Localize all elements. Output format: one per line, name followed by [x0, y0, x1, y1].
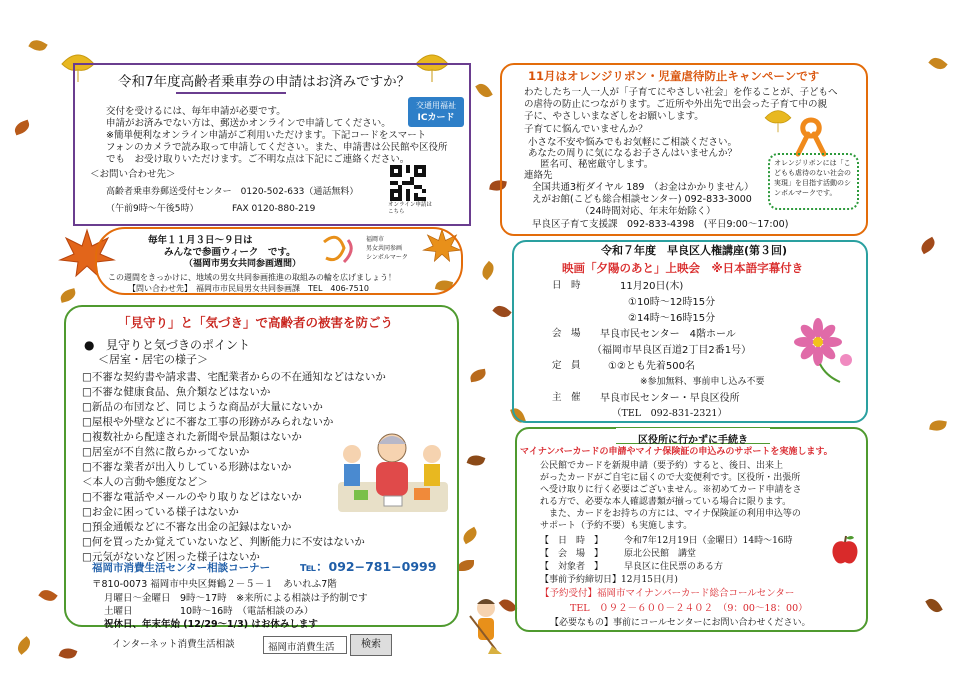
gender-symbol-logo	[318, 234, 358, 266]
check-item: □複数社から配達された新聞や景品類はないか	[82, 431, 302, 443]
cosmos-flower-icon	[790, 314, 860, 384]
consumer-center-tel[interactable]: ℡：092−781−0999	[300, 559, 437, 574]
mynumber-date-label: 【 日 時 】	[540, 536, 604, 546]
human-host-label: 主 催	[552, 392, 581, 403]
bus-hours: （午前9時～午後5時）	[106, 204, 199, 214]
human-capacity: ①②とも先着500名	[608, 361, 696, 372]
gender-line-4: この週間をきっかけに、地域の男女共同参画推進の取組みの輪を広げましょう！	[108, 273, 396, 282]
apple-icon	[830, 534, 860, 566]
ribbon-note-text: オレンジリボンには「こどもも虐待のない社会の実現」を目指す活動のシンボルマークです。	[774, 159, 851, 197]
ribbon-title: 11月はオレンジリボン・児童虐待防止キャンペーンです	[528, 69, 820, 83]
check-item: □居室が不自然に散らかってないか	[82, 446, 250, 458]
bus-text-5: でも お受け取りいただけます。ご不明な点は下記にご連絡ください。	[106, 154, 410, 165]
leaf-icon	[929, 419, 947, 433]
ribbon-ekao-hours: （24時間対応、年末年始除く）	[580, 206, 716, 217]
leaf-icon	[467, 453, 486, 469]
ribbon-answer-3: 匿名可、秘密厳守します。	[540, 159, 654, 170]
human-date: 11月20日(木)	[620, 281, 684, 292]
leaf-icon	[59, 288, 77, 303]
gender-logo-line-2: 男女共同参画	[366, 245, 403, 252]
bus-text-2: 申請がお済みでない方は、郵送かオンラインで申請してください。	[106, 118, 391, 129]
ribbon-note	[768, 153, 859, 210]
elder-behavior-heading: ＜本人の言動や態度など＞	[82, 476, 208, 488]
mynumber-text-5: また、カードをお持ちの方には、マイナ保険証の利用申込等の	[540, 509, 801, 519]
ribbon-question: 子育てに悩んでいませんか？	[524, 124, 648, 135]
gender-line-5: 【問い合わせ先】 福岡市市民局男女共同参画課 TEL 406-7510	[128, 284, 369, 293]
leaf-icon	[458, 560, 474, 571]
elder-title: 「見守り」と「気づき」で高齢者の被害を防ごう	[118, 315, 394, 330]
mynumber-text-6: サポート（予約不要）も実施します。	[540, 521, 693, 531]
ribbon-contact-label: 連絡先	[524, 170, 553, 181]
human-free-note: ※参加無料、事前申し込み不要	[640, 377, 765, 387]
ribbon-text-3: 子に、やさしいまなざしをお願いします。	[524, 111, 704, 122]
mynumber-target-label: 【 対象者 】	[540, 562, 604, 572]
ic-card-image	[408, 97, 464, 127]
orange-ribbon-icon	[790, 116, 832, 158]
leaf-icon	[918, 237, 937, 255]
mynumber-date: 令和7年12月19日（金曜日）14時～16時	[624, 536, 793, 546]
human-time-2: ②14時～16時15分	[628, 313, 716, 324]
ic-card-label-2: ICカード	[417, 113, 455, 123]
leaf-icon	[492, 302, 511, 321]
human-address: （福岡市早良区百道2丁目2番1号）	[592, 345, 752, 356]
mynumber-target: 早良区に住民票のある方	[624, 562, 724, 572]
leaf-icon	[928, 54, 947, 73]
bus-ticket-title: 令和7年度高齢者乗車券の申請はお済みですか？	[118, 74, 411, 90]
bullet-icon: ●	[84, 338, 95, 352]
elder-point-heading: 見守りと気づきのポイント	[106, 338, 251, 352]
bus-text-1: 交付を受けるには、毎年申請が必要です。	[106, 106, 286, 117]
human-time-1: ①10時～12時15分	[628, 297, 716, 308]
search-button-label: 検索	[361, 639, 381, 650]
ribbon-dial: 全国共通3桁ダイヤル 189 （お金はかかりません）	[532, 182, 754, 193]
ribbon-answer-2: あなたの周りに気になるお子さんはいませんか？	[528, 148, 738, 159]
mynumber-requirements: 【必要なもの】事前にコールセンターにお問い合わせください。	[550, 618, 811, 628]
bus-text-3: ※簡単便利なオンライン申請がご利用いただけます。下記コードをスマート	[106, 130, 427, 141]
mynumber-tel[interactable]: TEL ０９２－６００－２４０２ （9：00～18：00）	[570, 603, 808, 614]
check-item: □何を買ったか覚えていないなど、判断能力に不安はないか	[82, 536, 365, 548]
check-item: □お金に困っている様子はないか	[82, 506, 239, 518]
human-tel: （TEL 092-831-2321）	[612, 408, 727, 419]
leaf-icon	[28, 37, 47, 55]
consumer-center-name: 福岡市消費生活センター相談コーナー	[92, 562, 271, 574]
ribbon-answer-1: 小さな不安や悩みでもお気軽にご相談ください。	[528, 137, 738, 148]
ribbon-ekao: えがお館(こども総合相談センター) 092-833-3000	[532, 194, 752, 205]
human-place-label: 会 場	[552, 328, 581, 339]
leaf-icon	[59, 646, 78, 662]
leaf-icon	[460, 527, 479, 545]
leaf-icon	[469, 369, 487, 383]
check-item: □新品の布団など、同じような商品が大量にないか	[82, 401, 323, 413]
mynumber-venue-label: 【 会 場 】	[540, 549, 604, 559]
human-place: 早良市民センター 4階ホール	[600, 329, 736, 340]
mynumber-badge	[616, 428, 770, 444]
gender-logo-line-3: シンボルマーク	[366, 254, 408, 261]
gender-logo-line-1: 福岡市	[366, 236, 385, 243]
check-item: □不審な契約書や請求書、宅配業者からの不在通知などはないか	[82, 371, 386, 383]
bus-text-4: フォンのカメラで読み取って申請してください。また、申請書は公民館や区役所	[106, 142, 448, 153]
search-input[interactable]: 福岡市消費生活	[268, 642, 335, 653]
leaf-icon	[14, 636, 33, 655]
human-title: 令和７年度 早良区人権講座(第３回)	[601, 244, 788, 257]
search-box[interactable]	[263, 636, 347, 654]
leaf-icon	[13, 120, 32, 136]
check-item: □不審な業者が出入りしている形跡はないか	[82, 461, 292, 473]
check-item: □元気がないなど困った様子はないか	[82, 551, 260, 563]
gender-line-3: （福岡市男女共同参画週間）	[184, 259, 302, 269]
elder-home-heading: ＜居室・居宅の様子＞	[98, 353, 208, 366]
ic-card-label-1: 交通用福祉	[416, 101, 456, 110]
contact-heading: ＜お問い合わせ先＞	[90, 169, 176, 180]
check-item: □不審な電話やメールのやり取りなどはないか	[82, 491, 302, 503]
check-item: □屋根や外壁などに不審な工事の形跡がみられないか	[82, 416, 334, 428]
leaf-icon	[475, 81, 493, 100]
consumer-hours-1: 月曜日～金曜日 9時～17時 ※来所による相談は予約制です	[104, 593, 368, 604]
qr-code-image[interactable]	[390, 165, 426, 201]
human-capacity-label: 定 員	[552, 360, 581, 371]
consumer-holiday: 祝休日、年末年始 (12/29～1/3) はお休みします	[104, 619, 318, 630]
leaf-icon	[38, 586, 57, 604]
internet-consult-label: インターネット消費生活相談	[112, 639, 235, 650]
human-date-label: 日 時	[552, 280, 581, 291]
mynumber-text-2: がったカードがご自宅に届くので大変便利です。区役所・出張所	[540, 473, 801, 483]
search-button[interactable]	[350, 634, 392, 656]
mynumber-title: マイナンバーカードの申請やマイナ保険証の申込みのサポートを実施します。	[520, 447, 833, 457]
qr-code-label: オンライン申請はこちら	[388, 202, 432, 215]
consumer-center-address: 〒810-0073 福岡市中央区舞鶴２－５－１ あいれふ7階	[92, 579, 337, 590]
human-movie: 映画「夕陽のあと」上映会 ※日本語字幕付き	[562, 261, 804, 275]
bus-center-contact: 高齢者乗車券郵送受付センター 0120-502-633（通話無料）	[106, 187, 359, 197]
ribbon-text-2: の虐待の防止につながります。ご近所や外出先で出会った子育て中の親	[524, 99, 828, 110]
leaf-icon	[925, 596, 943, 615]
gender-line-1: 毎年１１月３日～９日は	[148, 235, 253, 246]
mynumber-text-4: れる方で、必要な本人確認書類が揃っている場合に限ります。	[540, 497, 792, 507]
title-underline	[176, 92, 286, 94]
mynumber-badge-label: 区役所に行かずに手続き	[638, 435, 748, 446]
human-host: 早良市民センター・早良区役所	[600, 393, 740, 404]
check-item: □預金通帳などに不審な出金の記録はないか	[82, 521, 292, 533]
consumer-hours-2: 土曜日 10時～16時 （電話相談のみ）	[104, 606, 314, 617]
mynumber-text-1: 公民館でカードを新規申請（要予約）すると、後日、出来上	[540, 461, 784, 471]
check-item: □不審な健康食品、魚介類などはないか	[82, 386, 271, 398]
leaf-icon	[479, 261, 498, 280]
gender-line-2: みんなで参画ウィーク です。	[164, 247, 296, 258]
elderly-illustration	[334, 424, 452, 516]
mynumber-venue: 原北公民館 講堂	[624, 549, 697, 559]
ribbon-sawara: 早良区子育て支援課 092-833-4398 (平日9:00～17:00)	[532, 219, 789, 230]
bus-fax: FAX 0120-880-219	[232, 204, 316, 214]
mynumber-reservation: 【予約受付】福岡市マイナンバーカード総合コールセンター	[540, 588, 795, 599]
mynumber-text-3: へ受け取りに行く必要はございません。※初めてカード申請をさ	[540, 485, 802, 495]
mynumber-deadline: 【事前予約締切日】12月15日(月)	[540, 575, 678, 585]
ribbon-text-1: わたしたち一人一人が「子育てにやさしい社会」を作ることが、子どもへ	[524, 87, 838, 98]
broom-character-illustration	[466, 596, 506, 654]
